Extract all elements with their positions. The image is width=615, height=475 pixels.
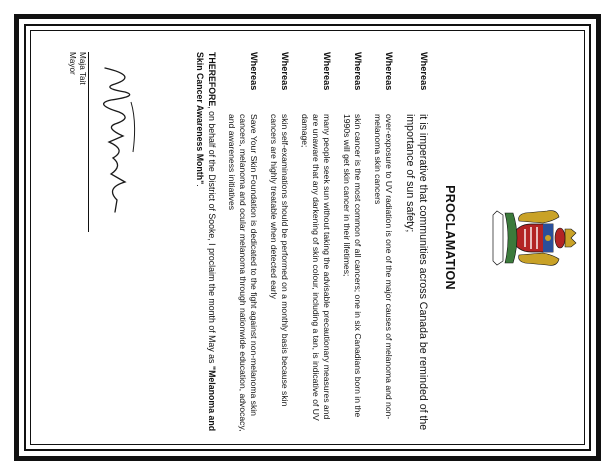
clause-text: many people seek sun without taking the advisable precautionary measures and are unaware that any darkening of skin colour, including a tan, is indicative of UV damage;	[300, 114, 332, 421]
signatory-block	[67, 52, 87, 85]
clause-text: skin cancer is the most common of all cancers; one in six Canadians born in the 1990s will get skin cancer in their lifetimes;	[342, 114, 363, 418]
therefore-statement	[194, 52, 217, 432]
whereas-clause	[299, 52, 332, 432]
whereas-label: Whereas	[280, 52, 290, 91]
whereas-label: Whereas	[249, 52, 259, 91]
whereas-clause	[341, 52, 363, 432]
whereas-clause	[226, 52, 259, 432]
clause-text: skin self-examinations should be performed on a monthly basis because skin cancers are highly treatable when detected early	[269, 114, 290, 407]
whereas-clause	[403, 52, 429, 432]
proclamation-body	[194, 52, 429, 432]
whereas-label: Whereas	[353, 52, 363, 91]
therefore-text: , on behalf of the District of Sooke, I proclaim the month of May as	[207, 106, 217, 366]
signature-line	[88, 52, 89, 232]
therefore-label: THEREFORE	[207, 52, 217, 107]
whereas-label: Whereas	[384, 52, 394, 91]
whereas-clause	[268, 52, 290, 432]
therefore-end: .	[195, 184, 206, 187]
district-crest-icon	[491, 207, 577, 269]
clause-text: Save Your Skin Foundation is dedicated to the fight against non-melanoma skin cancers, melanoma and ocular melanoma through nationwide education, advocacy, and awareness initiatives	[227, 114, 259, 432]
signature-icon	[85, 62, 145, 232]
awareness-month-name: "Melanoma and Skin Cancer Awareness Month"	[195, 52, 217, 432]
whereas-label: Whereas	[419, 52, 429, 91]
whereas-label: Whereas	[322, 52, 332, 91]
clause-text: it is imperative that communities across Canada be reminded of the importance of sun safety;	[404, 114, 429, 431]
signatory-title: Mayor	[68, 52, 77, 75]
whereas-clause	[372, 52, 394, 432]
clause-text: over-exposure to UV radiation is one of the major causes of melanoma and non-melanoma skin cancers	[373, 114, 394, 420]
signatory-name: Maja Tait	[78, 52, 87, 85]
document-title: PROCLAMATION	[443, 185, 457, 290]
